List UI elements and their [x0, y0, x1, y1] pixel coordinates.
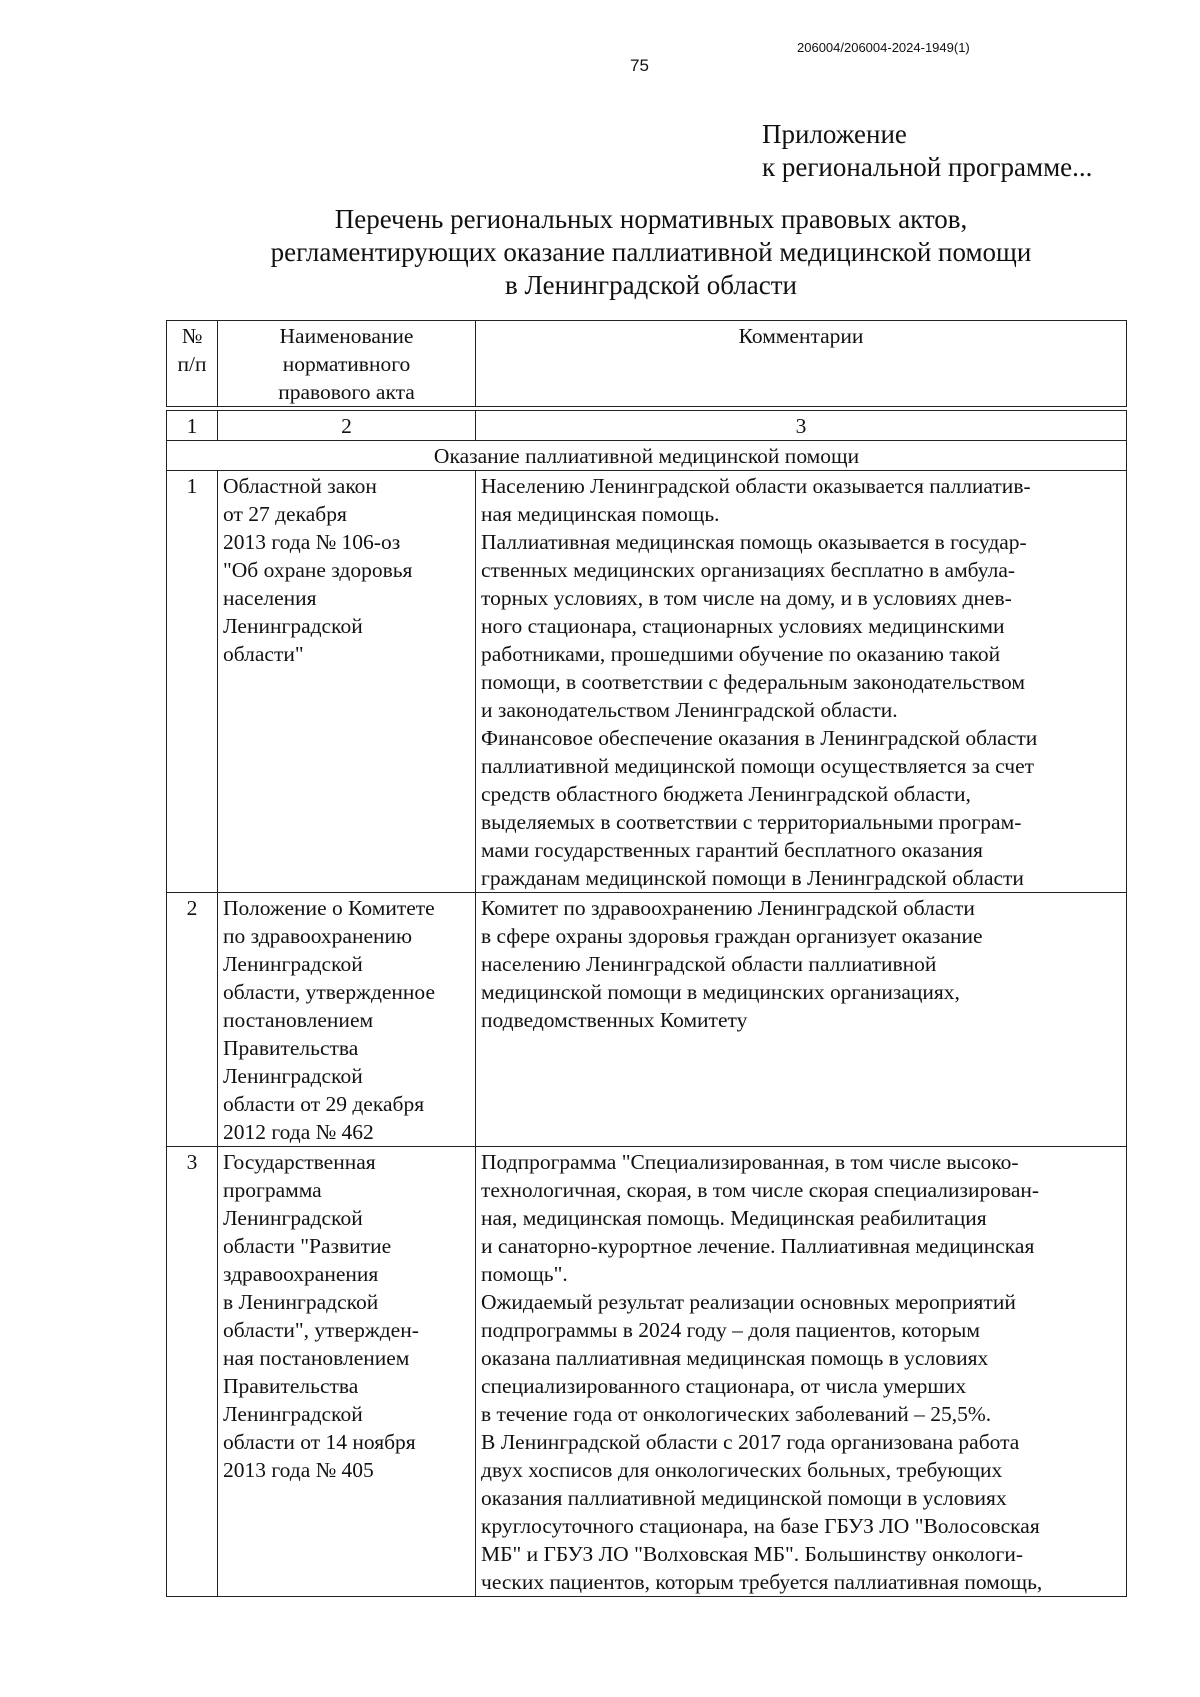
column-number-row — [167, 411, 1127, 441]
act-name-line: Государственная — [223, 1150, 376, 1174]
act-name-line: области" — [223, 642, 304, 666]
section-row — [167, 441, 1127, 471]
header-text: Наименование — [279, 324, 414, 348]
row-number: 3 — [167, 1147, 218, 1597]
comment-line: В Ленинградской области с 2017 года организована работа — [481, 1430, 1020, 1454]
comment-line: Финансовое обеспечение оказания в Ленинградской области — [481, 726, 1038, 750]
comment-line: Ожидаемый результат реализации основных мероприятий — [481, 1290, 1016, 1314]
act-name-line: области от 29 декабря — [223, 1092, 425, 1116]
header-text: правового акта — [278, 380, 415, 404]
comment-line: помощь". — [481, 1262, 568, 1286]
act-name-line: в Ленинградской — [223, 1290, 379, 1314]
act-name-line: Положение о Комитете — [223, 896, 435, 920]
appendix-note — [762, 118, 1092, 184]
comment-line: МБ" и ГБУЗ ЛО "Волховская МБ". Большинству онкологи- — [481, 1542, 1023, 1566]
table-header-row — [167, 321, 1127, 407]
act-name-cell — [218, 1147, 476, 1597]
comment-line: ная медицинская помощь. — [481, 502, 720, 526]
document-id: 206004/206004-2024-1949(1) — [797, 40, 970, 55]
header-num — [167, 321, 218, 407]
comment-line: Паллиативная медицинская помощь оказывается в государ- — [481, 530, 1027, 554]
act-name-line: Ленинградской — [223, 1206, 363, 1230]
act-name-line: области "Развитие — [223, 1234, 392, 1258]
act-name-line: по здравоохранению — [223, 924, 413, 948]
comment-line: специализированного стационара, от числа умерших — [481, 1374, 967, 1398]
row-number: 2 — [167, 893, 218, 1147]
comment-line: торных условиях, в том числе на дому, и в условиях днев- — [481, 586, 1012, 610]
comment-line: ного стационара, стационарных условиях медицинскими — [481, 614, 1005, 638]
act-name-line: ная постановлением — [223, 1346, 410, 1370]
comment-line: оказания паллиативной медицинской помощи в условиях — [481, 1486, 1007, 1510]
comment-line: Подпрограмма "Специализированная, в том числе высоко- — [481, 1150, 1019, 1174]
comment-line: выделяемых в соответствии с территориальными програм- — [481, 810, 1022, 834]
act-name-line: Правительства — [223, 1036, 359, 1060]
act-name-line: Ленинградской — [223, 614, 363, 638]
act-name-line: Ленинградской — [223, 1402, 363, 1426]
comment-line: помощи, в соответствии с федеральным законодательством — [481, 670, 1025, 694]
table-row — [167, 893, 1127, 1147]
act-name-line: 2012 года № 462 — [223, 1120, 374, 1144]
comment-line: паллиативной медицинской помощи осуществляется за счет — [481, 754, 1035, 778]
comment-line: подпрограммы в 2024 году – доля пациентов, которым — [481, 1318, 980, 1342]
header-name — [218, 321, 476, 407]
title-line: регламентирующих оказание паллиативной медицинской помощи — [270, 237, 1032, 267]
act-name-line: здравоохранения — [223, 1262, 379, 1286]
act-name-line: Ленинградской — [223, 1064, 363, 1088]
act-name-line: населения — [223, 586, 317, 610]
act-name-line: 2013 года № 106-оз — [223, 530, 401, 554]
title-line: в Ленинградской области — [505, 270, 797, 300]
act-name-line: постановлением — [223, 1008, 374, 1032]
comment-line: круглосуточного стационара, на базе ГБУЗ ЛО "Волосовская — [481, 1514, 1040, 1538]
title-line: Перечень региональных нормативных правовых актов, — [334, 204, 968, 234]
column-number: 3 — [476, 411, 1127, 441]
comment-line: средств областного бюджета Ленинградской области, — [481, 782, 971, 806]
header-comment: Комментарии — [476, 321, 1127, 407]
column-number: 1 — [167, 411, 218, 441]
document-title — [166, 203, 1136, 302]
page-number: 75 — [630, 56, 649, 75]
act-name-line: области от 14 ноября — [223, 1430, 416, 1454]
comment-line: двух хосписов для онкологических больных, требующих — [481, 1458, 1003, 1482]
acts-table — [166, 320, 1127, 1597]
comment-cell — [476, 1147, 1127, 1597]
column-number: 2 — [218, 411, 476, 441]
table-row — [167, 1147, 1127, 1597]
comment-line: гражданам медицинской помощи в Ленинградской области — [481, 866, 1024, 890]
act-name-line: программа — [223, 1178, 322, 1202]
act-name-line: Областной закон — [223, 474, 377, 498]
comment-line: населению Ленинградской области паллиативной — [481, 952, 937, 976]
comment-line: мами государственных гарантий бесплатного оказания — [481, 838, 983, 862]
comment-line: и законодательством Ленинградской области. — [481, 698, 898, 722]
act-name-line: от 27 декабря — [223, 502, 347, 526]
act-name-line: области", утвержден- — [223, 1318, 419, 1342]
header-text: п/п — [177, 352, 207, 376]
comment-line: и санаторно-курортное лечение. Паллиативная медицинская — [481, 1234, 1035, 1258]
comment-line: медицинской помощи в медицинских организациях, — [481, 980, 960, 1004]
act-name-cell — [218, 893, 476, 1147]
comment-cell — [476, 893, 1127, 1147]
header-text: нормативного — [282, 352, 411, 376]
comment-line: работниками, прошедшими обучение по оказанию такой — [481, 642, 1001, 666]
row-number: 1 — [167, 471, 218, 893]
comment-line: в сфере охраны здоровья граждан организует оказание — [481, 924, 983, 948]
comment-line: оказана паллиативная медицинская помощь в условиях — [481, 1346, 989, 1370]
comment-line: ственных медицинских организациях бесплатно в амбула- — [481, 558, 1016, 582]
act-name-line: 2013 года № 405 — [223, 1458, 374, 1482]
act-name-cell — [218, 471, 476, 893]
comment-line: ная, медицинская помощь. Медицинская реабилитация — [481, 1206, 987, 1230]
appendix-line: к региональной программе... — [762, 152, 1093, 182]
appendix-line: Приложение — [762, 119, 907, 149]
act-name-line: Ленинградской — [223, 952, 363, 976]
table-row — [167, 471, 1127, 893]
act-name-line: области, утвержденное — [223, 980, 435, 1004]
comment-cell — [476, 471, 1127, 893]
act-name-line: "Об охране здоровья — [223, 558, 413, 582]
comment-line: Комитет по здравоохранению Ленинградской области — [481, 896, 975, 920]
comment-line: в течение года от онкологических заболеваний – 25,5%. — [481, 1402, 992, 1426]
comment-line: ческих пациентов, которым требуется паллиативная помощь, — [481, 1570, 1043, 1594]
comment-line: подведомственных Комитету — [481, 1008, 748, 1032]
header-text: № — [181, 324, 203, 348]
section-title: Оказание паллиативной медицинской помощи — [167, 441, 1127, 471]
act-name-line: Правительства — [223, 1374, 359, 1398]
comment-line: технологичная, скорая, в том числе скорая специализирован- — [481, 1178, 1040, 1202]
comment-line: Населению Ленинградской области оказывается паллиатив- — [481, 474, 1031, 498]
